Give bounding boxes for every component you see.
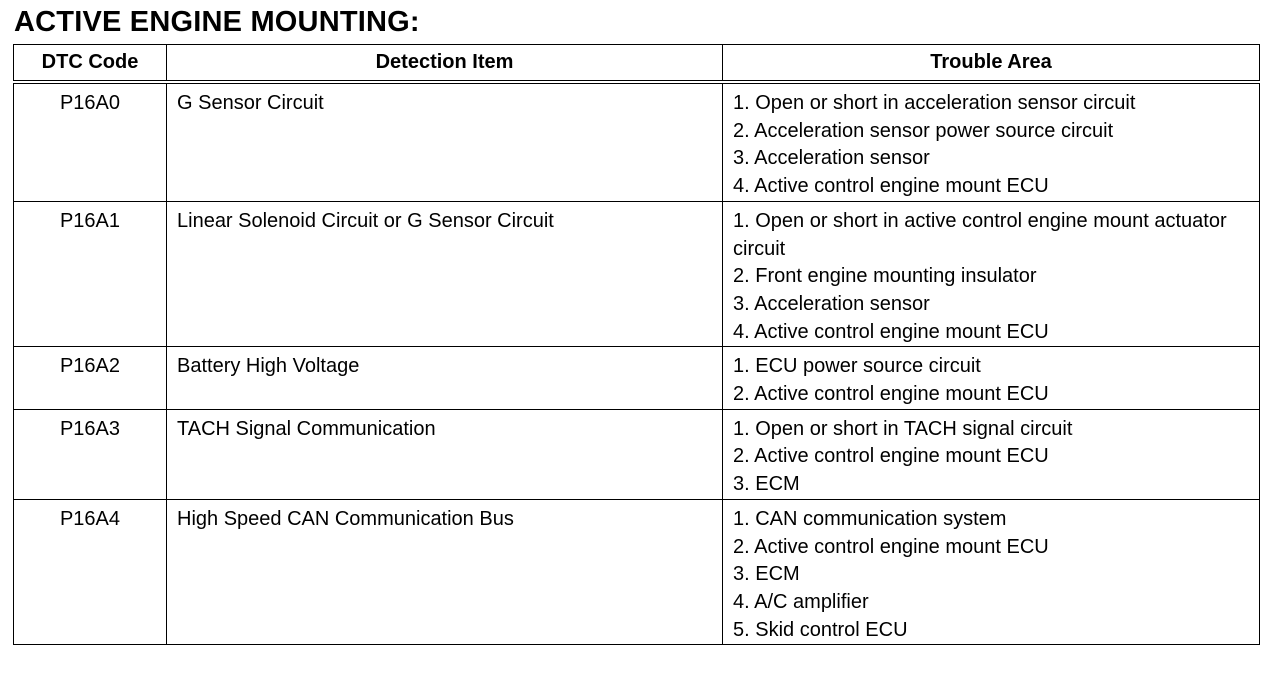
header-dtc-code: DTC Code	[14, 45, 167, 83]
trouble-area-item: 4. A/C amplifier	[733, 590, 869, 613]
table-row	[14, 409, 1260, 499]
dtc-code-cell: P16A1	[14, 201, 167, 347]
detection-item-cell: High Speed CAN Communication Bus	[167, 499, 723, 645]
trouble-area-item: 1. Open or short in acceleration sensor circuit	[733, 92, 1136, 114]
dtc-code-cell: P16A3	[14, 409, 167, 499]
table-row	[14, 82, 1260, 201]
dtc-code-cell: P16A4	[14, 499, 167, 645]
detection-item-cell: TACH Signal Communication	[167, 409, 723, 499]
trouble-area-item: 2. Active control engine mount ECU	[733, 383, 1049, 406]
dtc-table	[13, 44, 1260, 645]
dtc-code-cell: P16A2	[14, 347, 167, 409]
trouble-area-item: 5. Skid control ECU	[733, 618, 908, 641]
trouble-area-item: 2. Active control engine mount ECU	[733, 445, 1049, 468]
trouble-area-item: 3. Acceleration sensor	[733, 292, 930, 315]
trouble-area-item: 1. ECU power source circuit	[733, 355, 981, 378]
table-row	[14, 347, 1260, 409]
trouble-area-item: 1. CAN communication system	[733, 507, 1007, 530]
trouble-area-item: 2. Front engine mounting insulator	[733, 265, 1037, 288]
table-header-row	[14, 45, 1260, 83]
trouble-area-item: 1. Open or short in active control engine mount actuator circuit	[733, 209, 1227, 260]
header-detection-item: Detection Item	[167, 45, 723, 83]
trouble-area-item: 2. Acceleration sensor power source circuit	[733, 119, 1114, 142]
header-trouble-area: Trouble Area	[723, 45, 1260, 83]
trouble-area-item: 4. Active control engine mount ECU	[733, 320, 1049, 343]
trouble-area-item: 1. Open or short in TACH signal circuit	[733, 417, 1073, 440]
trouble-area-cell	[723, 499, 1260, 645]
table-row	[14, 499, 1260, 645]
trouble-area-cell	[723, 82, 1260, 201]
trouble-area-cell	[723, 201, 1260, 347]
trouble-area-item: 3. Acceleration sensor	[733, 147, 930, 170]
detection-item-cell: Battery High Voltage	[167, 347, 723, 409]
detection-item-cell: G Sensor Circuit	[167, 82, 723, 201]
trouble-area-item: 2. Active control engine mount ECU	[733, 535, 1049, 558]
trouble-area-cell	[723, 347, 1260, 409]
dtc-code-cell: P16A0	[14, 82, 167, 201]
page-title: ACTIVE ENGINE MOUNTING:	[14, 6, 420, 38]
trouble-area-item: 4. Active control engine mount ECU	[733, 175, 1049, 198]
detection-item-cell: Linear Solenoid Circuit or G Sensor Circuit	[167, 201, 723, 347]
trouble-area-item: 3. ECM	[733, 563, 800, 586]
trouble-area-item: 3. ECM	[733, 473, 800, 496]
table-row	[14, 201, 1260, 347]
trouble-area-cell	[723, 409, 1260, 499]
